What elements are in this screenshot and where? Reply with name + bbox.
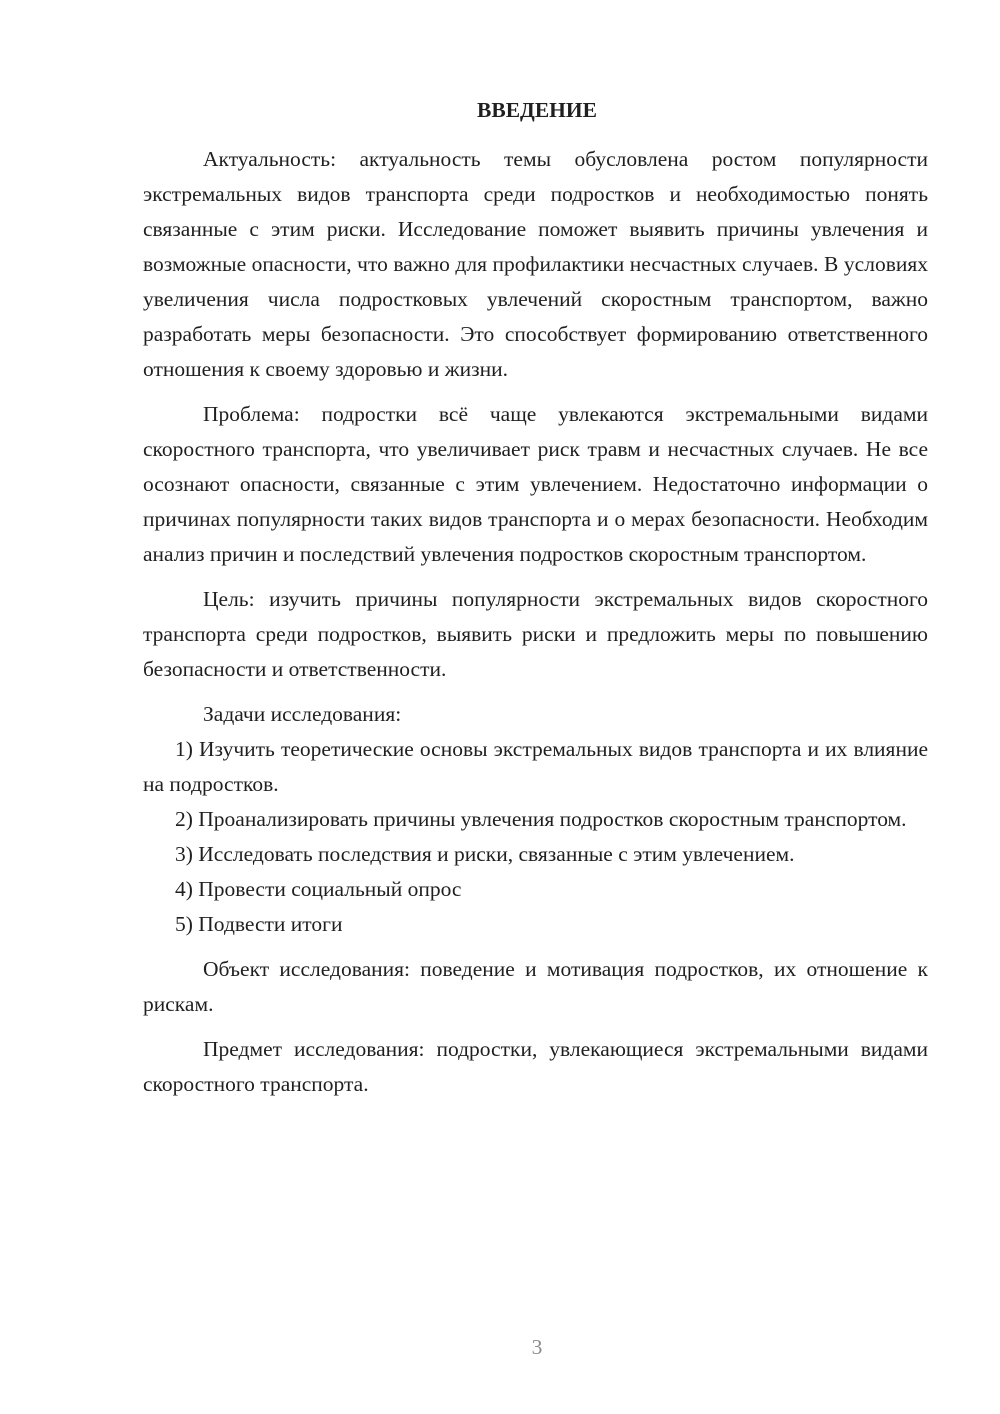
document-body [143, 142, 928, 1102]
relevance-paragraph: Актуальность: актуальность темы обусловлена ростом популярности экстремальных видов транспорта среди подростков и необходимостью понять связанные с этим риски. Исследование поможет выявить причины увлечения и возможные опасности, что важно для профилактики несчастных случаев. В условиях увеличения числа подростковых увлечений скоростным транспортом, важно разработать меры безопасности. Это способствует формированию ответственного отношения к своему здоровью и жизни. [143, 147, 928, 381]
subject-paragraph: Предмет исследования: подростки, увлекающиеся экстремальными видами скоростного транспорта. [143, 1037, 928, 1096]
task-item: 2) Проанализировать причины увлечения подростков скоростным транспортом. [175, 807, 907, 831]
task-item: 5) Подвести итоги [175, 912, 343, 936]
object-paragraph: Объект исследования: поведение и мотивация подростков, их отношение к рискам. [143, 957, 928, 1016]
problem-paragraph: Проблема: подростки всё чаще увлекаются экстремальными видами скоростного транспорта, что увеличивает риск травм и несчастных случаев. Не все осознают опасности, связанные с этим увлечением. Недостаточно информации о причинах популярности таких видов транспорта и о мерах безопасности. Необходим анализ причин и последствий увлечения подростков скоростным транспортом. [143, 402, 928, 566]
task-item: 4) Провести социальный опрос [175, 877, 462, 901]
page-number: 3 [531, 1335, 543, 1359]
task-item: 3) Исследовать последствия и риски, связанные с этим увлечением. [175, 842, 795, 866]
goal-paragraph: Цель: изучить причины популярности экстремальных видов скоростного транспорта среди подростков, выявить риски и предложить меры по повышению безопасности и ответственности. [143, 587, 928, 681]
tasks-heading: Задачи исследования: [203, 702, 402, 726]
page-title: ВВЕДЕНИЕ [477, 98, 597, 122]
task-item: 1) Изучить теоретические основы экстремальных видов транспорта и их влияние на подростков. [143, 737, 928, 796]
